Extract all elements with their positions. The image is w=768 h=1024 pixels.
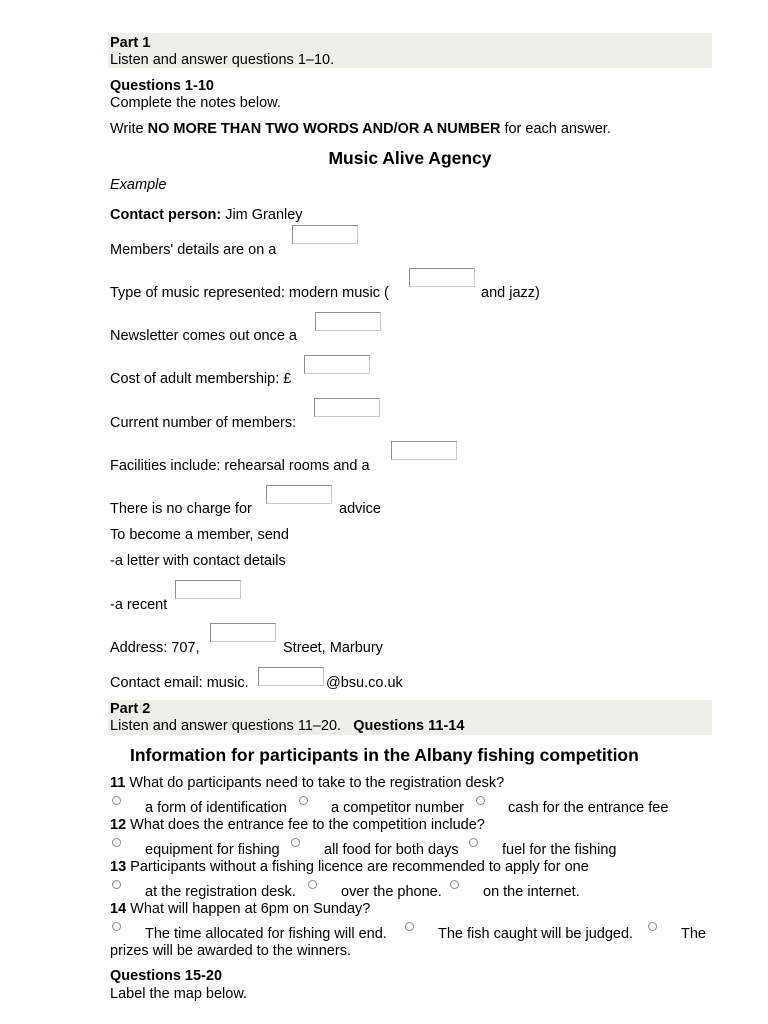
part2-heading: Part 2 bbox=[110, 701, 151, 717]
q12-option-c-label: fuel for the fishing bbox=[502, 842, 617, 858]
q11-option-c-label: cash for the entrance fee bbox=[508, 800, 669, 816]
questions-11-14-heading: Questions 11-14 bbox=[353, 718, 465, 734]
q13-question bbox=[110, 859, 589, 875]
q11-option-c-radio[interactable] bbox=[476, 796, 485, 805]
q13-option-c-radio[interactable] bbox=[450, 880, 459, 889]
q1-prompt: Members' details are on a bbox=[110, 242, 277, 258]
q12-option-a-radio[interactable] bbox=[112, 838, 121, 847]
q14-question bbox=[110, 901, 370, 917]
part2-instruction-line bbox=[110, 718, 464, 734]
q13-option-b-label: over the phone. bbox=[341, 884, 442, 900]
q13-text: Participants without a fishing licence are recommended to apply for one bbox=[126, 859, 589, 875]
q13-option-a-label: at the registration desk. bbox=[145, 884, 296, 900]
fishing-competition-title: Information for participants in the Albany fishing competition bbox=[130, 745, 639, 765]
word-limit-rule: NO MORE THAN TWO WORDS AND/OR A NUMBER bbox=[147, 121, 501, 137]
q10-answer-input[interactable] bbox=[258, 667, 324, 686]
q12-text: What does the entrance fee to the competition include? bbox=[126, 817, 485, 833]
q14-option-c-label-wrap: prizes will be awarded to the winners. bbox=[110, 943, 351, 959]
q14-option-c-label: The bbox=[681, 926, 706, 942]
label-map-instruction: Label the map below. bbox=[110, 986, 248, 1002]
part1-heading: Part 1 bbox=[110, 35, 151, 51]
q10-prompt: Contact email: music. bbox=[110, 675, 249, 691]
q1-answer-input[interactable] bbox=[292, 225, 358, 244]
q13-option-c-label: on the internet. bbox=[483, 884, 580, 900]
q4-prompt: Cost of adult membership: £ bbox=[110, 371, 292, 387]
q14-option-a-label: The time allocated for fishing will end. bbox=[145, 926, 387, 942]
q14-option-b-radio[interactable] bbox=[405, 922, 414, 931]
example-label: Example bbox=[110, 177, 167, 193]
q12-question bbox=[110, 817, 485, 833]
contact-person-value: Jim Granley bbox=[221, 207, 303, 223]
word-limit-suffix: for each answer. bbox=[500, 121, 611, 137]
q13-option-b-radio[interactable] bbox=[308, 880, 317, 889]
q11-number: 11 bbox=[110, 775, 126, 791]
word-limit-instruction bbox=[110, 121, 611, 137]
questions-1-10-heading: Questions 1-10 bbox=[110, 78, 214, 94]
contact-person-label: Contact person: bbox=[110, 207, 222, 223]
become-member-text: To become a member, send bbox=[110, 527, 289, 543]
q12-option-b-label: all food for both days bbox=[324, 842, 459, 858]
word-limit-prefix: Write bbox=[110, 121, 148, 137]
q6-prompt: Facilities include: rehearsal rooms and a bbox=[110, 458, 370, 474]
part1-instruction: Listen and answer questions 1–10. bbox=[110, 52, 335, 68]
q3-prompt: Newsletter comes out once a bbox=[110, 328, 297, 344]
q12-option-b-radio[interactable] bbox=[291, 838, 300, 847]
contact-person-line bbox=[110, 207, 303, 223]
q7-prompt: There is no charge for bbox=[110, 501, 252, 517]
q7-answer-input[interactable] bbox=[266, 485, 332, 504]
q11-option-a-radio[interactable] bbox=[112, 796, 121, 805]
q11-option-b-radio[interactable] bbox=[299, 796, 308, 805]
q2-suffix: and jazz) bbox=[481, 285, 540, 301]
q5-answer-input[interactable] bbox=[314, 398, 380, 417]
q11-option-a-label: a form of identification bbox=[145, 800, 287, 816]
q9-suffix: Street, Marbury bbox=[283, 640, 383, 656]
questions-15-20-heading: Questions 15-20 bbox=[110, 968, 223, 984]
q4-answer-input[interactable] bbox=[304, 355, 370, 374]
q12-option-c-radio[interactable] bbox=[469, 838, 478, 847]
q7-suffix: advice bbox=[339, 501, 381, 517]
q8-prompt: -a recent bbox=[110, 597, 168, 613]
q14-text: What will happen at 6pm on Sunday? bbox=[126, 901, 371, 917]
q9-answer-input[interactable] bbox=[210, 623, 276, 642]
part2-instruction: Listen and answer questions 11–20. bbox=[110, 718, 342, 734]
letter-requirement: -a letter with contact details bbox=[110, 553, 286, 569]
q10-suffix: @bsu.co.uk bbox=[326, 675, 403, 691]
q12-option-a-label: equipment for fishing bbox=[145, 842, 280, 858]
q3-answer-input[interactable] bbox=[315, 312, 381, 331]
q11-question bbox=[110, 775, 504, 791]
q2-answer-input[interactable] bbox=[409, 268, 475, 287]
complete-notes-instruction: Complete the notes below. bbox=[110, 95, 281, 111]
q11-option-b-label: a competitor number bbox=[331, 800, 464, 816]
q14-option-b-label: The fish caught will be judged. bbox=[438, 926, 634, 942]
q13-number: 13 bbox=[110, 859, 127, 875]
q6-answer-input[interactable] bbox=[391, 441, 457, 460]
music-alive-title: Music Alive Agency bbox=[328, 148, 492, 168]
q14-option-c-radio[interactable] bbox=[648, 922, 657, 931]
q5-prompt: Current number of members: bbox=[110, 415, 297, 431]
q14-option-a-radio[interactable] bbox=[112, 922, 121, 931]
q14-number: 14 bbox=[110, 901, 127, 917]
q8-answer-input[interactable] bbox=[175, 580, 241, 599]
q11-text: What do participants need to take to the registration desk? bbox=[125, 775, 505, 791]
q9-prompt: Address: 707, bbox=[110, 640, 200, 656]
q12-number: 12 bbox=[110, 817, 127, 833]
q13-option-a-radio[interactable] bbox=[112, 880, 121, 889]
q2-prompt: Type of music represented: modern music ( bbox=[110, 285, 389, 301]
